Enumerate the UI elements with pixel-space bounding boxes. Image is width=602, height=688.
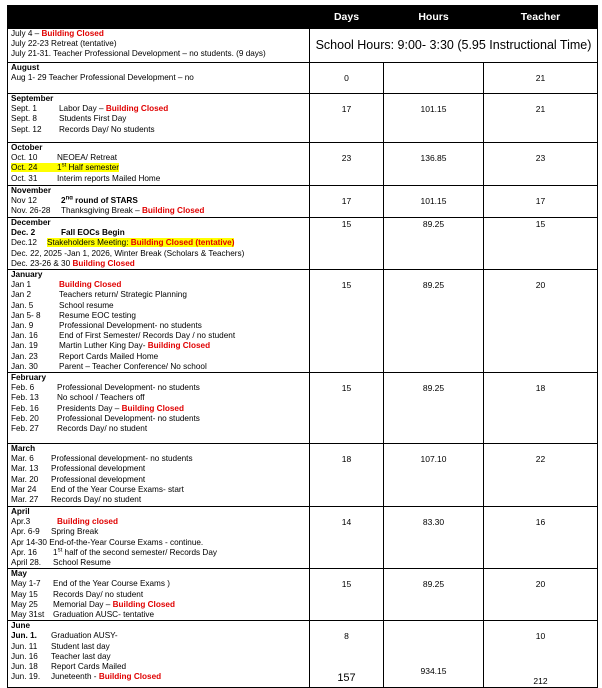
header-days: Days — [310, 6, 384, 29]
days-january: 15 — [310, 270, 384, 373]
header-hours: Hours — [384, 6, 484, 29]
hours-october: 136.85 — [384, 143, 484, 186]
hours-september: 101.15 — [384, 94, 484, 143]
teacher-march: 22 — [484, 444, 598, 507]
building-closed-label: Building Closed — [41, 29, 104, 38]
row-february: February Feb. 6 Professional Development- no students Feb. 13 No school / Teachers off Feb. 16 Presidents Day – Building Closed Feb. 20 Professional Development- no students Feb. 27 Records Day/ no student 15 89.25 18 — [8, 373, 598, 444]
month-may: May — [11, 569, 27, 579]
row-june: June Jun. 1. Graduation AUSY- Jun. 11 Student last day Jun. 16 Teacher last day Jun. 18 Report Cards Mailed Jun. 19. Juneteenth - Building Closed 8 157 934.15 10 212 — [8, 621, 598, 687]
teacher-september: 21 — [484, 94, 598, 143]
days-may: 15 — [310, 569, 384, 621]
hours-november: 101.15 — [384, 186, 484, 218]
hours-april: 83.30 — [384, 507, 484, 569]
row-september: September Sept. 1 Labor Day – Building Closed Sept. 8 Students First Day Sept. 12 Records Day/ No students 17 101.15 21 — [8, 94, 598, 143]
total-teacher: 212 — [533, 676, 548, 687]
row-july — [8, 29, 598, 63]
school-hours-note: School Hours: 9:00- 3:30 (5.95 Instructional Time) — [310, 29, 598, 63]
row-may: May May 1-7 End of the Year Course Exams ) May 15 Records Day/ no student May 25 Memorial Day – Building Closed May 31st Graduation AUSC- tentative 15 89.25 20 — [8, 569, 598, 621]
teacher-december: 15 — [484, 218, 598, 270]
month-october: October — [11, 143, 43, 152]
row-april: April Apr.3 Building closed Apr. 6-9 Spring Break Apr 14-30 End-of-the-Year Course Exams - continue. Apr. 16 1st half of the second semester/ Records Day April 28. School Resume 14 83.30 16 — [8, 507, 598, 569]
row-november: November Nov 12 2nd round of STARS Nov. 26-28 Thanksgiving Break – Building Closed 17 101.15 17 — [8, 186, 598, 218]
total-hours: 934.15 — [420, 666, 447, 677]
hours-may: 89.25 — [384, 569, 484, 621]
hours-december: 89.25 — [384, 218, 484, 270]
teacher-april: 16 — [484, 507, 598, 569]
days-march: 18 — [310, 444, 384, 507]
month-december: December — [11, 218, 51, 227]
days-june: 8 — [344, 631, 349, 642]
july-events: July 4 – Building Closed July 22-23 Retreat (tentative) July 21-31. Teacher Professional Development – no students. (9 days) — [8, 29, 310, 63]
row-august: August Aug 1- 29 Teacher Professional Development – no 0 21 — [8, 63, 598, 94]
hours-august — [384, 63, 484, 94]
row-october: October Oct. 10 NEOEA/ Retreat Oct. 24 1st Half semester Oct. 31 Interim reports Mailed Home 23 136.85 23 — [8, 143, 598, 186]
days-february: 15 — [310, 373, 384, 444]
days-december: 15 — [310, 218, 384, 270]
total-days: 157 — [337, 672, 356, 685]
month-january: January — [11, 270, 43, 280]
row-march: March Mar. 6 Professional development- no students Mar. 13 Professional development Mar. 20 Professional development Mar 24 End of the Year Course Exams- start Mar. 27 Records Day/ no student 18 107.10 22 — [8, 444, 598, 507]
month-november: November — [11, 186, 52, 195]
teacher-november: 17 — [484, 186, 598, 218]
days-april: 14 — [310, 507, 384, 569]
hours-february: 89.25 — [384, 373, 484, 444]
month-march: March — [11, 444, 36, 454]
teacher-may: 20 — [484, 569, 598, 621]
hours-march: 107.10 — [384, 444, 484, 507]
month-april: April — [11, 507, 30, 517]
teacher-january: 20 — [484, 270, 598, 373]
header-teacher: Teacher — [484, 6, 598, 29]
header-row — [8, 6, 598, 29]
days-september: 17 — [310, 94, 384, 143]
row-december: December Dec. 2 Fall EOCs Begin Dec.12 Stakeholders Meeting: Building Closed (tentative) Dec. 22, 2025 -Jan 1, 2026, Winter Break (Scholars & Teachers) Dec. 23-26 & 30 Building Closed 15 89.25 15 — [8, 218, 598, 270]
teacher-august: 21 — [484, 63, 598, 94]
days-august: 0 — [310, 63, 384, 94]
days-november: 17 — [310, 186, 384, 218]
row-january: January Jan 1 Building Closed Jan 2 Teachers return/ Strategic Planning Jan. 5 School resume Jan 5- 8 Resume EOC testing Jan. 9 Professional Development- no students Jan. 16 End of First Semester/ Records Day / no student Jan. 19 Martin Luther King Day- Building Closed Jan. 23 Report Cards Mailed Home Jan. 30 Parent – Teacher Conference/ No school 15 89.25 20 — [8, 270, 598, 373]
month-september: September — [11, 94, 54, 103]
days-october: 23 — [310, 143, 384, 186]
header-events — [8, 6, 310, 29]
month-june: June — [11, 621, 31, 631]
teacher-february: 18 — [484, 373, 598, 444]
month-february: February — [11, 373, 47, 383]
month-august: August — [11, 63, 40, 72]
teacher-october: 23 — [484, 143, 598, 186]
hours-january: 89.25 — [384, 270, 484, 373]
teacher-june: 10 — [535, 631, 546, 642]
school-calendar-table — [7, 5, 598, 688]
